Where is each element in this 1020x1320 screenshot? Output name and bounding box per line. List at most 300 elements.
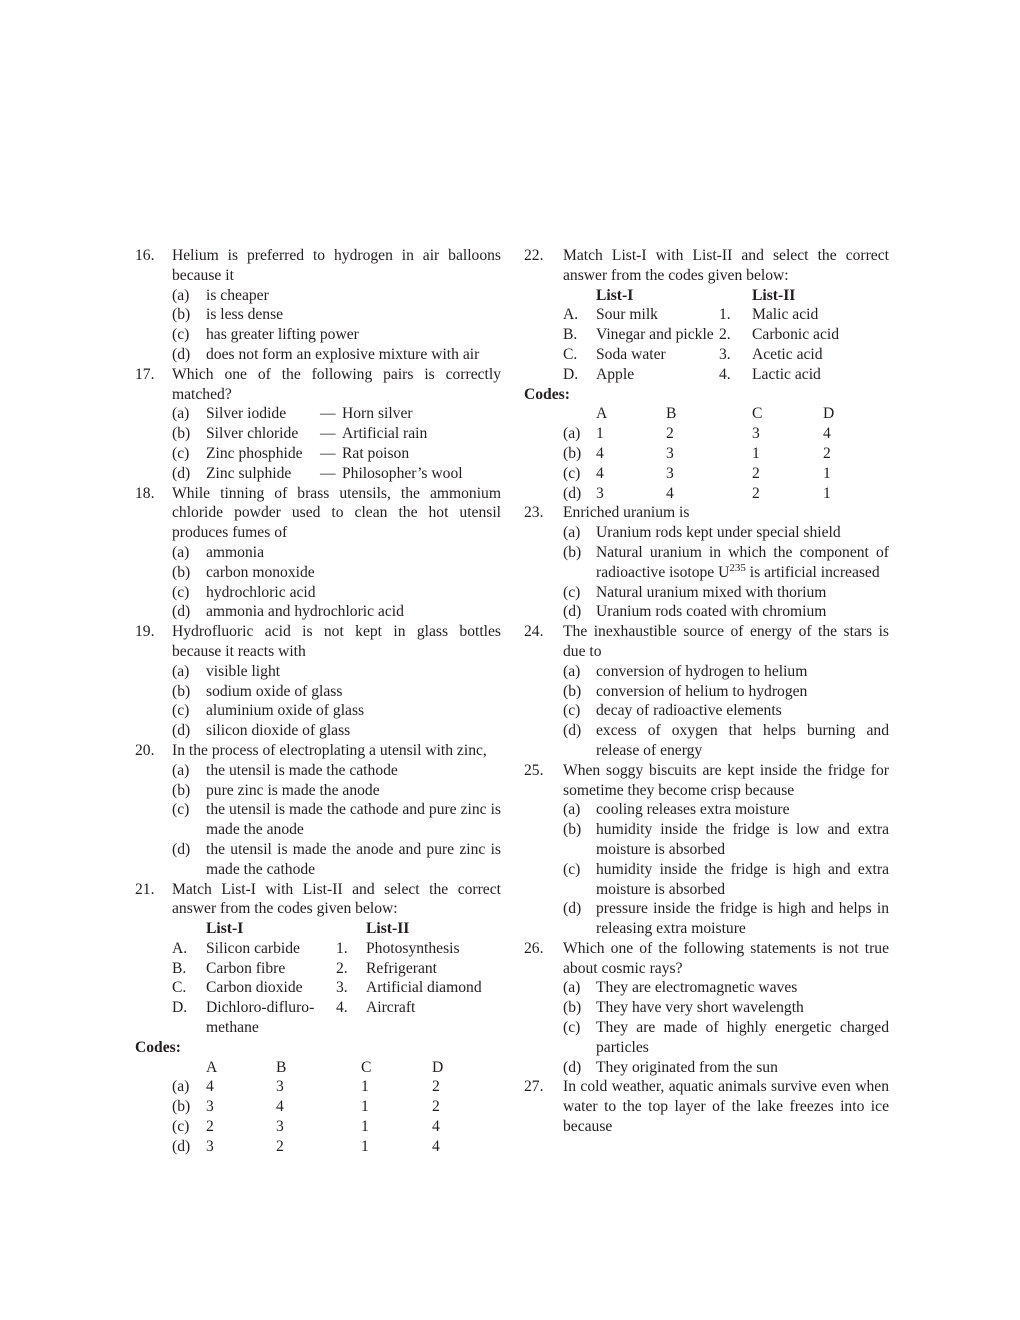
codes-row <box>563 444 889 464</box>
option-text-part: the utensil is made the cathode and pure zinc is made the anode <box>206 801 501 839</box>
match-row <box>563 325 889 345</box>
list-2-item: Refrigerant <box>366 959 438 977</box>
question-26 <box>524 939 889 1078</box>
option-text-part: carbon monoxide <box>206 563 315 581</box>
question-stem <box>135 246 501 365</box>
codes-header <box>172 1058 501 1078</box>
option-label: (a) <box>172 662 190 680</box>
option-text <box>206 800 501 840</box>
option-text-part: Uranium rods kept under special shield <box>596 524 841 542</box>
code-option-label: (d) <box>563 484 582 502</box>
option-text-part: is cheaper <box>206 286 269 304</box>
list-2-number: 1. <box>719 306 731 324</box>
question-number: 18. <box>135 484 155 502</box>
option-text <box>596 602 889 622</box>
spacer <box>563 286 596 306</box>
codes-column-header: B <box>276 1058 287 1076</box>
match-row <box>172 978 501 998</box>
option-text-part: is less dense <box>206 306 284 324</box>
list-1-item: Carbon dioxide <box>206 979 303 997</box>
codes-title: Codes: <box>135 1038 181 1056</box>
list-1-letter: A. <box>172 939 188 957</box>
option-text <box>206 682 501 702</box>
option <box>563 721 889 761</box>
codes-row <box>563 484 889 504</box>
list-1-heading: List-I <box>206 920 244 938</box>
code-value: 2 <box>752 464 760 482</box>
question-number: 26. <box>524 939 544 957</box>
question-text: Match List-I with List-II and select the correct answer from the codes given below: <box>563 247 889 284</box>
list-2-item: Acetic acid <box>752 345 823 363</box>
option-label: (c) <box>172 702 190 720</box>
option-label: (c) <box>563 583 581 601</box>
option-text <box>206 583 501 603</box>
option <box>563 1058 889 1078</box>
code-value: 2 <box>752 484 760 502</box>
question-text: In cold weather, aquatic animals survive even when water to the top layer of the lake freezes into ice because <box>563 1078 889 1136</box>
match-row <box>563 365 889 385</box>
option <box>563 543 889 583</box>
option <box>172 543 501 563</box>
code-value: 1 <box>361 1078 369 1096</box>
option-text <box>596 701 889 721</box>
option-text-part: They are made of highly energetic charged particles <box>596 1019 889 1056</box>
option-text <box>206 761 501 781</box>
option <box>172 840 501 880</box>
question-number: 17. <box>135 365 155 383</box>
codes-row <box>172 1117 501 1137</box>
code-value: 1 <box>823 464 831 482</box>
codes-row <box>563 424 889 444</box>
question-body <box>172 484 501 623</box>
spacer <box>563 404 596 424</box>
list-2-number: 1. <box>336 939 348 957</box>
option-label: (a) <box>172 405 190 423</box>
question-number: 20. <box>135 741 155 759</box>
option <box>172 464 501 484</box>
question-number: 24. <box>524 623 544 641</box>
question-stem <box>524 939 889 1078</box>
code-value: 2 <box>276 1137 284 1155</box>
list-1-item: Silicon carbide <box>206 939 300 957</box>
option-label: (c) <box>172 583 190 601</box>
option-label: (c) <box>563 702 581 720</box>
option-text-part: the utensil is made the anode and pure zinc is made the cathode <box>206 840 501 878</box>
option <box>172 682 501 702</box>
pair-dash: — <box>320 444 336 462</box>
question-body <box>563 503 889 622</box>
option-label: (a) <box>563 524 581 542</box>
option-text <box>596 523 889 543</box>
option <box>172 583 501 603</box>
match-row <box>172 959 501 979</box>
option <box>172 286 501 306</box>
codes-column-header: A <box>206 1058 218 1076</box>
list-2-number: 3. <box>719 345 731 363</box>
code-option-label: (c) <box>172 1118 190 1136</box>
question-number: 16. <box>135 247 155 264</box>
option-text <box>206 345 501 365</box>
spacer <box>719 286 752 306</box>
option-text-part: ammonia and hydrochloric acid <box>206 603 404 621</box>
list-1-letter: C. <box>563 345 578 363</box>
option-pair <box>206 424 501 444</box>
code-option-label: (a) <box>563 425 581 443</box>
list-2-number: 4. <box>336 999 348 1017</box>
list-2-item: Malic acid <box>752 306 819 324</box>
code-value: 1 <box>596 425 604 443</box>
option-label: (a) <box>172 286 190 304</box>
left-column <box>135 246 501 1157</box>
code-value: 3 <box>276 1118 284 1136</box>
option-text <box>596 1018 889 1058</box>
question-stem <box>135 622 501 741</box>
option-pair <box>206 444 501 464</box>
option-pair <box>206 404 501 424</box>
option-text <box>206 602 501 622</box>
option-label: (a) <box>563 801 581 819</box>
pair-dash: — <box>320 405 336 423</box>
option-text-part: visible light <box>206 662 281 680</box>
option-label: (b) <box>172 682 191 700</box>
option-text-part: does not form an explosive mixture with air <box>206 345 480 363</box>
codes-column-header: D <box>823 405 835 423</box>
option <box>563 682 889 702</box>
option <box>563 662 889 682</box>
list-1-item: Soda water <box>596 345 666 363</box>
pair-right: Artificial rain <box>342 425 428 443</box>
codes-row <box>172 1097 501 1117</box>
option-text <box>596 662 889 682</box>
option-text <box>596 721 889 761</box>
option-text-part: pressure inside the fridge is high and helps in releasing extra moisture <box>596 900 889 938</box>
list-2-number: 2. <box>719 326 731 344</box>
option-text-part: conversion of helium to hydrogen <box>596 682 808 700</box>
question-stem <box>135 365 501 484</box>
list-1-item: Apple <box>596 365 635 383</box>
list-1-letter: D. <box>563 365 579 383</box>
code-option-label: (b) <box>563 444 582 462</box>
pair-right: Rat poison <box>342 444 410 462</box>
option <box>563 899 889 939</box>
list-2-item: Lactic acid <box>752 365 821 383</box>
option-text-part: has greater lifting power <box>206 326 359 344</box>
question-stem <box>524 246 889 385</box>
option-text <box>596 543 889 583</box>
pair-left: Silver chloride <box>206 425 299 443</box>
match-row <box>563 345 889 365</box>
option <box>172 424 501 444</box>
option <box>563 583 889 603</box>
option-text <box>596 820 889 860</box>
option-text-part: They originated from the sun <box>596 1058 778 1076</box>
spacer <box>172 919 206 939</box>
question-text: Which one of the following statements is not true about cosmic rays? <box>563 939 889 977</box>
codes-column-header: C <box>752 405 763 423</box>
question-body <box>172 741 501 880</box>
option-label: (b) <box>563 543 582 561</box>
option-label: (d) <box>563 603 582 621</box>
option <box>172 701 501 721</box>
option-label: (a) <box>563 662 581 680</box>
question-27 <box>524 1077 889 1136</box>
option-label: (b) <box>172 425 191 443</box>
option-text <box>206 781 501 801</box>
option-text-part: the utensil is made the cathode <box>206 761 398 779</box>
option-label: (d) <box>563 900 582 918</box>
question-text: When soggy biscuits are kept inside the fridge for sometime they become crisp because <box>563 761 889 799</box>
code-value: 2 <box>666 425 674 443</box>
pair-dash: — <box>320 425 336 443</box>
list-2-item: Carbonic acid <box>752 326 840 344</box>
right-column <box>524 246 889 1137</box>
option <box>563 800 889 820</box>
option <box>172 781 501 801</box>
code-value: 4 <box>596 444 604 462</box>
pair-dash: — <box>320 464 336 482</box>
option-text-part: humidity inside the fridge is low and extra moisture is absorbed <box>596 821 889 858</box>
option-text <box>206 840 501 880</box>
list-2-number: 4. <box>719 365 731 383</box>
question-25 <box>524 761 889 939</box>
list-1-item: Carbon fibre <box>206 959 286 977</box>
option-text-part: cooling releases extra moisture <box>596 801 790 819</box>
option <box>172 800 501 840</box>
pair-left: Zinc sulphide <box>206 464 292 482</box>
option <box>563 978 889 998</box>
question-stem <box>524 1077 889 1136</box>
code-option-label: (b) <box>172 1098 191 1116</box>
list-2-number: 2. <box>336 959 348 977</box>
list-1-letter: B. <box>172 959 187 977</box>
option <box>563 1018 889 1058</box>
code-value: 1 <box>823 484 831 502</box>
code-value: 3 <box>596 484 604 502</box>
question-16 <box>135 246 501 365</box>
option-label: (c) <box>563 860 581 878</box>
code-value: 2 <box>432 1078 440 1096</box>
option-text-part: They are electromagnetic waves <box>596 979 798 997</box>
option-text-part: aluminium oxide of glass <box>206 702 365 720</box>
pair-right: Philosopher’s wool <box>342 464 463 482</box>
question-18 <box>135 484 501 623</box>
codes-row <box>563 464 889 484</box>
option-label: (d) <box>563 1058 582 1076</box>
option-text-part: Natural uranium mixed with thorium <box>596 583 827 601</box>
option-label: (b) <box>563 821 582 839</box>
match-header <box>172 919 501 939</box>
option-text <box>596 800 889 820</box>
option-label: (a) <box>172 543 190 561</box>
option-text <box>206 286 501 306</box>
list-1-item: Sour milk <box>596 306 658 324</box>
list-2-heading: List-II <box>366 920 410 938</box>
code-value: 2 <box>823 444 831 462</box>
option-label: (a) <box>563 979 581 997</box>
code-value: 4 <box>823 425 831 443</box>
option-text-part: pure zinc is made the anode <box>206 781 380 799</box>
option-label: (b) <box>172 781 191 799</box>
pair-right: Horn silver <box>342 405 413 423</box>
option-label: (c) <box>172 326 190 344</box>
superscript: 235 <box>729 561 746 574</box>
code-value: 3 <box>666 464 674 482</box>
option <box>563 998 889 1018</box>
option-text <box>596 860 889 900</box>
question-stem <box>524 761 889 939</box>
question-stem <box>135 880 501 1038</box>
code-option-label: (c) <box>563 464 581 482</box>
question-number: 22. <box>524 247 544 264</box>
question-text: Enriched uranium is <box>563 504 690 522</box>
question-21 <box>135 880 501 1157</box>
spacer <box>336 919 366 939</box>
question-body <box>563 1077 889 1136</box>
option <box>563 602 889 622</box>
code-value: 1 <box>361 1137 369 1155</box>
code-value: 4 <box>596 464 604 482</box>
list-2-number: 3. <box>336 979 348 997</box>
list-1-letter: A. <box>563 306 579 324</box>
question-text: Which one of the following pairs is correctly matched? <box>172 365 501 403</box>
option-pair <box>206 464 501 484</box>
code-value: 2 <box>206 1118 214 1136</box>
question-body <box>172 246 501 365</box>
option-text <box>206 721 501 741</box>
code-option-label: (a) <box>172 1078 190 1096</box>
code-option-label: (d) <box>172 1137 191 1155</box>
question-text: Helium is preferred to hydrogen in air balloons because it <box>172 247 501 284</box>
option <box>172 761 501 781</box>
option-label: (a) <box>172 761 190 779</box>
option-text-part: Natural uranium in which the component of radioactive isotope U <box>596 543 889 581</box>
option <box>172 662 501 682</box>
question-stem <box>135 484 501 623</box>
option <box>563 820 889 860</box>
question-22 <box>524 246 889 503</box>
list-2-item: Aircraft <box>366 999 416 1017</box>
code-value: 4 <box>276 1098 284 1116</box>
codes-column-header: B <box>666 405 677 423</box>
codes-column-header: C <box>361 1058 372 1076</box>
match-row <box>172 939 501 959</box>
option-text-part: Uranium rods coated with chromium <box>596 603 827 621</box>
option <box>563 701 889 721</box>
question-body <box>172 365 501 484</box>
option-label: (c) <box>172 801 190 819</box>
question-23 <box>524 503 889 622</box>
code-value: 3 <box>666 444 674 462</box>
option-label: (b) <box>563 682 582 700</box>
option-text <box>596 978 889 998</box>
option-text-part: They have very short wavelength <box>596 999 804 1017</box>
option <box>563 860 889 900</box>
option-text <box>596 583 889 603</box>
question-stem <box>524 622 889 761</box>
question-text: The inexhaustible source of energy of the stars is due to <box>563 623 889 660</box>
question-number: 19. <box>135 623 155 641</box>
option-label: (d) <box>172 722 191 740</box>
option-label: (d) <box>172 840 191 858</box>
pair-left: Silver iodide <box>206 405 287 423</box>
codes-title: Codes: <box>524 385 570 403</box>
list-1-item: Dichloro-difluro-methane <box>206 999 315 1037</box>
question-number: 23. <box>524 504 544 522</box>
list-1-heading: List-I <box>596 286 634 304</box>
option-label: (c) <box>172 444 190 462</box>
question-stem <box>524 503 889 622</box>
code-value: 4 <box>432 1118 440 1136</box>
question-body <box>563 761 889 939</box>
option-text-part: decay of radioactive elements <box>596 702 782 720</box>
option <box>172 563 501 583</box>
codes-column-header: A <box>596 405 608 423</box>
option-text <box>596 682 889 702</box>
option-text-part: hydrochloric acid <box>206 583 316 601</box>
list-1-letter: B. <box>563 326 578 344</box>
codes-column-header: D <box>432 1058 444 1076</box>
option-text <box>596 899 889 939</box>
pair-left: Zinc phosphide <box>206 444 303 462</box>
option-text-part: is artificial increased <box>745 563 880 581</box>
option <box>172 325 501 345</box>
option-text <box>206 563 501 583</box>
option-label: (d) <box>172 464 191 482</box>
question-text: Match List-I with List-II and select the correct answer from the codes given below: <box>172 880 501 918</box>
option-text <box>206 701 501 721</box>
option <box>172 305 501 325</box>
question-text: In the process of electroplating a utensil with zinc, <box>172 741 487 759</box>
option-text-part: humidity inside the fridge is high and extra moisture is absorbed <box>596 860 889 898</box>
match-row <box>563 305 889 325</box>
code-value: 1 <box>361 1098 369 1116</box>
code-value: 3 <box>752 425 760 443</box>
codes-row <box>172 1077 501 1097</box>
question-number: 25. <box>524 761 544 779</box>
option-label: (d) <box>563 722 582 740</box>
option-text <box>206 662 501 682</box>
code-value: 2 <box>432 1098 440 1116</box>
list-1-item: Vinegar and pickle <box>596 326 714 344</box>
option <box>563 523 889 543</box>
list-2-heading: List-II <box>752 286 796 304</box>
question-body <box>563 246 889 385</box>
code-value: 1 <box>752 444 760 462</box>
code-value: 1 <box>361 1118 369 1136</box>
option-text <box>206 305 501 325</box>
code-value: 3 <box>206 1137 214 1155</box>
option <box>172 404 501 424</box>
list-1-letter: C. <box>172 979 187 997</box>
option-text <box>596 998 889 1018</box>
option-label: (c) <box>563 1019 581 1037</box>
option-text <box>596 1058 889 1078</box>
code-value: 3 <box>206 1098 214 1116</box>
question-number: 21. <box>135 880 155 898</box>
option <box>172 602 501 622</box>
option <box>172 444 501 464</box>
option <box>172 721 501 741</box>
question-body <box>172 880 501 1038</box>
match-header <box>563 286 889 306</box>
question-body <box>563 622 889 761</box>
code-value: 4 <box>206 1078 214 1096</box>
option-text-part: excess of oxygen that helps burning and release of energy <box>596 722 889 759</box>
question-text: Hydrofluoric acid is not kept in glass bottles because it reacts with <box>172 623 501 660</box>
question-17 <box>135 365 501 484</box>
option-label: (b) <box>172 563 191 581</box>
codes-row <box>172 1137 501 1157</box>
